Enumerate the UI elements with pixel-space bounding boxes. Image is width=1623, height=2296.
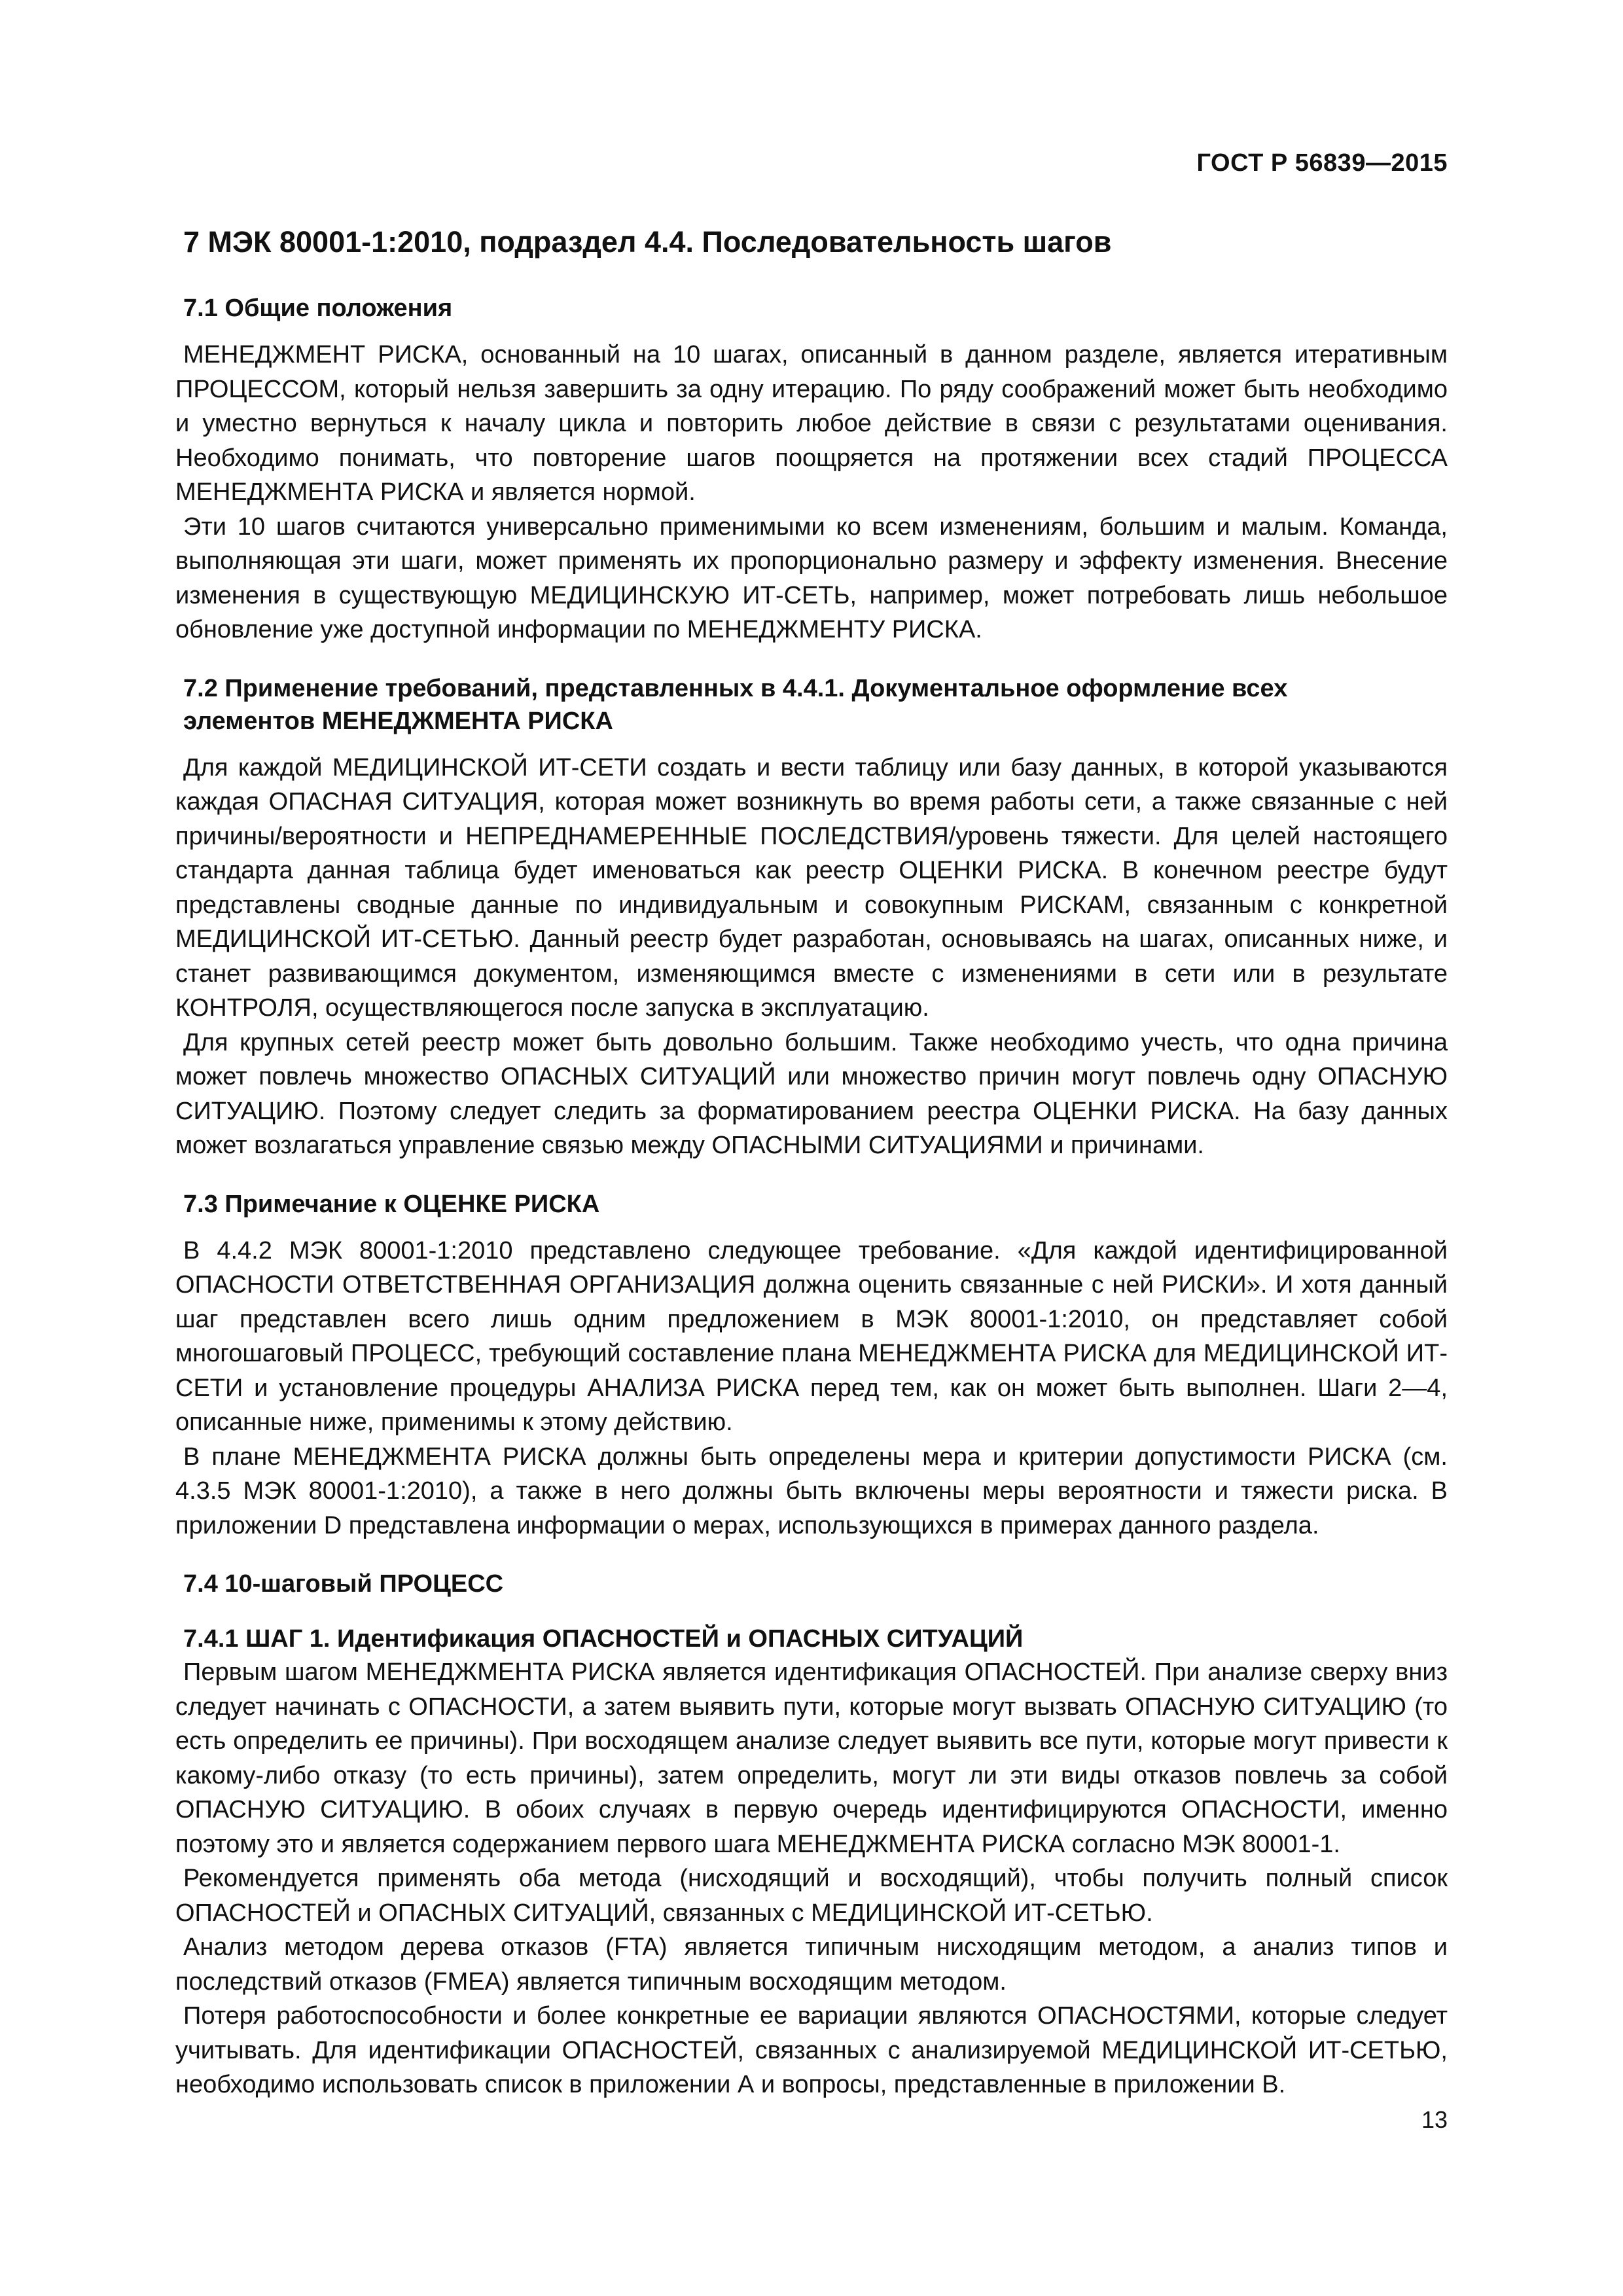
standard-designation: ГОСТ Р 56839—2015 bbox=[1196, 149, 1448, 177]
subsection-7-2-paragraph-1: Для каждой МЕДИЦИНСКОЙ ИТ-СЕТИ создать и вести таблицу или базу данных, в которой указываются каждая ОПАСНАЯ СИТУАЦИЯ, которая может возникнуть во время работы сети, а также связанные с ней причины/вероятности и НЕПРЕДНАМЕРЕННЫЕ ПОСЛЕДСТВИЯ/уровень тяжести. Для целей настоящего стандарта данная таблица будет именоваться как реестр ОЦЕНКИ РИСКА. В конечном реестре будут представлены сводные данные по индивидуальным и совокупным РИСКАМ, связанным с конкретной МЕДИЦИНСКОЙ ИТ-СЕТЬЮ. Данный реестр будет разработан, основываясь на шагах, описанных ниже, и станет развивающимся документом, изменяющимся вместе с изменениями в сети или в результате КОНТРОЛЯ, осуществляющегося после запуска в эксплуатацию. bbox=[175, 753, 1448, 1022]
document-body bbox=[175, 224, 1448, 2102]
subsection-7-1-title: 7.1 Общие положения bbox=[183, 295, 453, 322]
section-title: 7 МЭК 80001-1:2010, подраздел 4.4. Последовательность шагов bbox=[183, 225, 1112, 259]
subsection-7-4-1-paragraph-3: Анализ методом дерева отказов (FTA) является типичным нисходящим методом, а анализ типов и последствий отказов (FMEA) является типичным восходящим методом. bbox=[175, 1933, 1448, 1996]
subsection-7-4-title: 7.4 10-шаговый ПРОЦЕСС bbox=[183, 1570, 504, 1598]
page-number: 13 bbox=[1421, 2106, 1448, 2133]
subsection-7-4-1-paragraph-1: Первым шагом МЕНЕДЖМЕНТА РИСКА является идентификация ОПАСНОСТЕЙ. При анализе сверху вниз следует начинать с ОПАСНОСТИ, а затем выявить пути, которые могут вызвать ОПАСНУЮ СИТУАЦИЮ (то есть определить ее причины). При восходящем анализе следует выявить все пути, которые могут привести к какому-либо отказу (то есть причины), затем определить, могут ли эти виды отказов повлечь за собой ОПАСНУЮ СИТУАЦИЮ. В обоих случаях в первую очередь идентифицируются ОПАСНОСТИ, именно поэтому это и является содержанием первого шага МЕНЕДЖМЕНТА РИСКА согласно МЭК 80001-1. bbox=[175, 1659, 1448, 1858]
subsection-7-3-paragraph-2: В плане МЕНЕДЖМЕНТА РИСКА должны быть определены мера и критерии допустимости РИСКА (см. 4.3.5 МЭК 80001-1:2010), а также в него должны быть включены меры вероятности и тяжести риска. В приложении D представлена информации о мерах, использующихся в примерах данного раздела. bbox=[175, 1443, 1448, 1539]
subsection-7-1-paragraph-1: МЕНЕДЖМЕНТ РИСКА, основанный на 10 шагах, описанный в данном разделе, является итеративным ПРОЦЕССОМ, который нельзя завершить за одну итерацию. По ряду соображений может быть необходимо и уместно вернуться к началу цикла и повторить любое действие в связи с результатами оценивания. Необходимо понимать, что повторение шагов поощряется на протяжении всех стадий ПРОЦЕССА МЕНЕДЖМЕНТА РИСКА и является нормой. bbox=[175, 341, 1448, 506]
document-page bbox=[175, 0, 1448, 2296]
subsection-7-3-paragraph-1: В 4.4.2 МЭК 80001-1:2010 представлено следующее требование. «Для каждой идентифицированной ОПАСНОСТИ ОТВЕТСТВЕННАЯ ОРГАНИЗАЦИЯ должна оценить связанные с ней РИСКИ». И хотя данный шаг представлен всего лишь одним предложением в МЭК 80001-1:2010, он представляет собой многошаговый ПРОЦЕСС, требующий составление плана МЕНЕДЖМЕНТА РИСКА для МЕДИЦИНСКОЙ ИТ-СЕТИ и установление процедуры АНАЛИЗА РИСКА перед тем, как он может быть выполнен. Шаги 2—4, описанные ниже, применимы к этому действию. bbox=[175, 1236, 1448, 1436]
subsection-7-4-1-title: 7.4.1 ШАГ 1. Идентификация ОПАСНОСТЕЙ и ОПАСНЫХ СИТУАЦИЙ bbox=[183, 1625, 1024, 1653]
subsection-7-2-title-line-2: элементов МЕНЕДЖМЕНТА РИСКА bbox=[183, 707, 613, 735]
subsection-7-2-title-line-1: 7.2 Применение требований, представленных в 4.4.1. Документальное оформление всех bbox=[183, 674, 1288, 702]
subsection-7-2-title bbox=[183, 672, 1448, 738]
subsection-7-2-paragraph-2: Для крупных сетей реестр может быть довольно большим. Также необходимо учесть, что одна причина может повлечь множество ОПАСНЫХ СИТУАЦИЙ или множество причин могут повлечь одну ОПАСНУЮ СИТУАЦИЮ. Поэтому следует следить за форматированием реестра ОЦЕНКИ РИСКА. На базу данных может возлагаться управление связью между ОПАСНЫМИ СИТУАЦИЯМИ и причинами. bbox=[175, 1028, 1448, 1159]
subsection-7-4-1-paragraph-4: Потеря работоспособности и более конкретные ее вариации являются ОПАСНОСТЯМИ, которые следует учитывать. Для идентификации ОПАСНОСТЕЙ, связанных с анализируемой МЕДИЦИНСКОЙ ИТ-СЕТЬЮ, необходимо использовать список в приложении А и вопросы, представленные в приложении В. bbox=[175, 2002, 1448, 2098]
subsection-7-4-1-paragraph-2: Рекомендуется применять оба метода (нисходящий и восходящий), чтобы получить полный список ОПАСНОСТЕЙ и ОПАСНЫХ СИТУАЦИЙ, связанных с МЕДИЦИНСКОЙ ИТ-СЕТЬЮ. bbox=[175, 1865, 1448, 1927]
subsection-7-3-title: 7.3 Примечание к ОЦЕНКЕ РИСКА bbox=[183, 1190, 600, 1218]
subsection-7-1-paragraph-2: Эти 10 шагов считаются универсально применимыми ко всем изменениям, большим и малым. Команда, выполняющая эти шаги, может применять их пропорционально размеру и эффекту изменения. Внесение изменения в существующую МЕДИЦИНСКУЮ ИТ-СЕТЬ, например, может потребовать лишь небольшое обновление уже доступной информации по МЕНЕДЖМЕНТУ РИСКА. bbox=[175, 512, 1448, 643]
